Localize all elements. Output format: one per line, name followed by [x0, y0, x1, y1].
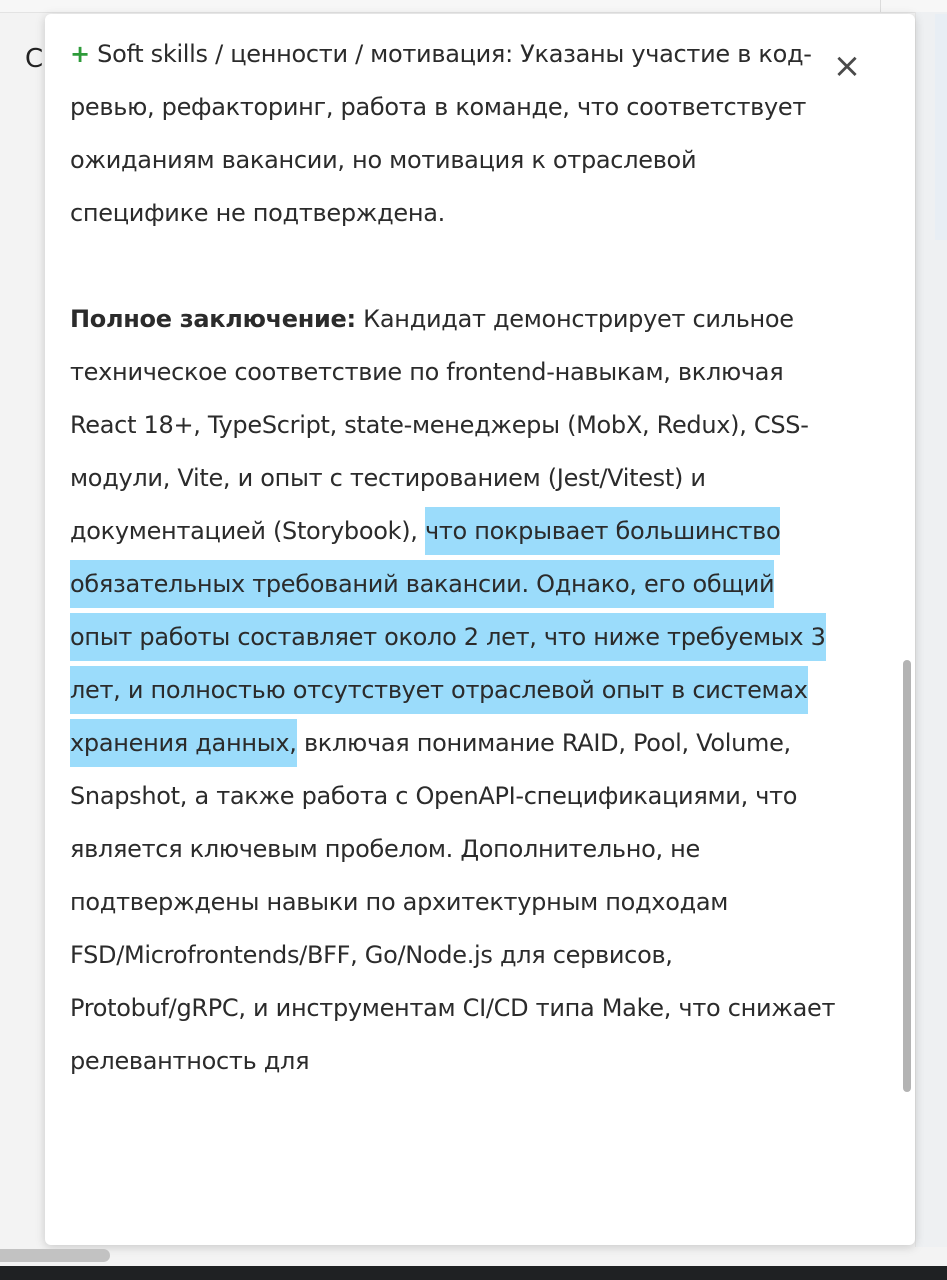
background-partial-label: С	[25, 44, 44, 74]
close-x-icon: ×	[832, 46, 862, 86]
bottom-dark-bar	[0, 1266, 947, 1280]
background-right-panel-accent	[935, 14, 947, 240]
paragraph-spacer	[70, 240, 840, 293]
conclusion-label: Полное заключение:	[70, 305, 356, 333]
selected-text-highlight[interactable]: что покрывает большинство обязательных требований вакансии. Однако, его общий опыт работы составляет около 2 лет, что ниже требуемых 3 лет, и полностью отсутствует отраслевой опыт в системах хранения данных,	[70, 507, 826, 767]
soft-skills-paragraph	[70, 28, 840, 240]
popup-content	[70, 28, 840, 1088]
conclusion-popup	[45, 14, 915, 1245]
horizontal-scrollbar-thumb[interactable]	[0, 1249, 110, 1262]
top-divider	[880, 0, 881, 12]
conclusion-text-after: включая понимание RAID, Pool, Volume, Snapshot, а также работа с OpenAPI-спецификациями, что является ключевым пробелом. Дополнительно, не подтверждены навыки по архитектурным подходам FSD/Microfrontends/BFF, Go/Node.js для сервисов, Protobuf/gRPC, и инструментам CI/CD типа Make, что снижает релевантность для	[70, 729, 836, 1075]
conclusion-text-before: Кандидат демонстрирует сильное техническое соответствие по frontend-навыкам, включая React 18+, TypeScript, state-менеджеры (MobX, Redux), CSS-модули, Vite, и опыт с тестированием (Jest/Vitest) и документацией (Storybook),	[70, 305, 809, 545]
soft-skills-text: Soft skills / ценности / мотивация: Указаны участие в код-ревью, рефакторинг, работа в команде, что соответствует ожиданиям вакансии, но мотивация к отраслевой специфике не подтверждена.	[70, 40, 812, 227]
plus-icon: +	[70, 40, 90, 68]
conclusion-paragraph	[70, 293, 840, 1088]
top-toolbar-strip	[0, 0, 947, 13]
vertical-scrollbar-thumb[interactable]	[903, 660, 911, 1092]
